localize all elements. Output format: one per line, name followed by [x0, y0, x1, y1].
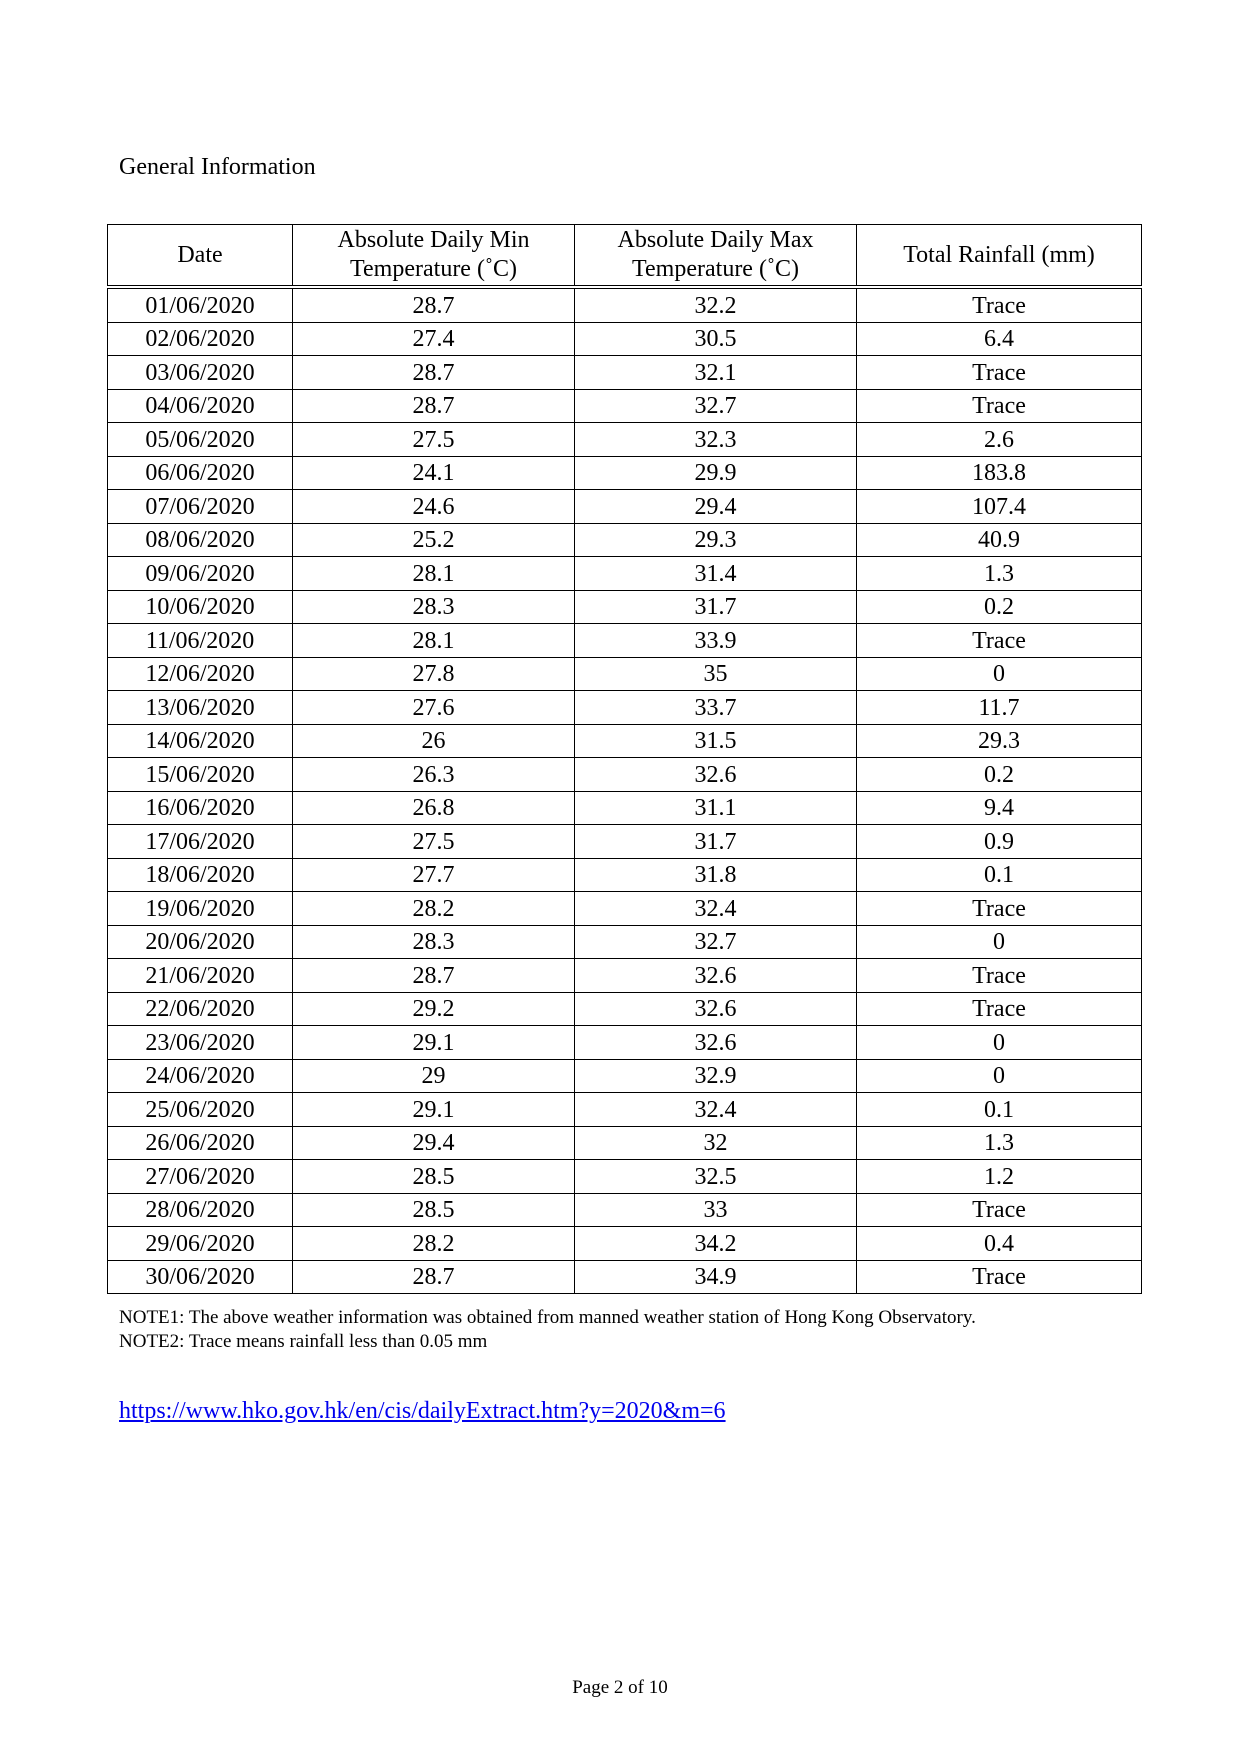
cell-max-temperature: 31.7 [575, 590, 857, 624]
cell-max-temperature: 32.9 [575, 1059, 857, 1093]
table-row [108, 624, 1142, 658]
header-max-temperature: Absolute Daily Max Temperature (˚C) [575, 225, 857, 288]
cell-date: 04/06/2020 [108, 389, 293, 423]
cell-max-temperature: 31.8 [575, 858, 857, 892]
cell-max-temperature: 33.9 [575, 624, 857, 658]
cell-min-temperature: 24.6 [293, 490, 575, 524]
table-row [108, 657, 1142, 691]
cell-date: 15/06/2020 [108, 758, 293, 792]
cell-total-rainfall: 0 [857, 1026, 1142, 1060]
cell-max-temperature: 32.7 [575, 925, 857, 959]
cell-min-temperature: 28.7 [293, 287, 575, 322]
cell-total-rainfall: 0 [857, 925, 1142, 959]
cell-max-temperature: 30.5 [575, 322, 857, 356]
cell-min-temperature: 26 [293, 724, 575, 758]
cell-min-temperature: 27.4 [293, 322, 575, 356]
cell-date: 19/06/2020 [108, 892, 293, 926]
table-row [108, 959, 1142, 993]
header-total-rainfall: Total Rainfall (mm) [857, 225, 1142, 288]
cell-total-rainfall: Trace [857, 1260, 1142, 1294]
table-header-row [108, 225, 1142, 288]
table-row [108, 1093, 1142, 1127]
section-heading: General Information [119, 154, 316, 180]
cell-total-rainfall: 107.4 [857, 490, 1142, 524]
cell-min-temperature: 27.5 [293, 423, 575, 457]
cell-total-rainfall: 0.1 [857, 1093, 1142, 1127]
cell-date: 09/06/2020 [108, 557, 293, 591]
cell-date: 05/06/2020 [108, 423, 293, 457]
cell-date: 10/06/2020 [108, 590, 293, 624]
cell-date: 17/06/2020 [108, 825, 293, 859]
cell-total-rainfall: 0 [857, 657, 1142, 691]
table-body [108, 287, 1142, 1294]
cell-min-temperature: 27.6 [293, 691, 575, 725]
cell-date: 29/06/2020 [108, 1227, 293, 1261]
table-row [108, 287, 1142, 322]
table-row [108, 356, 1142, 390]
cell-total-rainfall: 0.2 [857, 590, 1142, 624]
cell-max-temperature: 32.3 [575, 423, 857, 457]
cell-total-rainfall: 1.3 [857, 557, 1142, 591]
cell-min-temperature: 29.1 [293, 1026, 575, 1060]
cell-date: 20/06/2020 [108, 925, 293, 959]
cell-min-temperature: 28.1 [293, 624, 575, 658]
table-row [108, 925, 1142, 959]
cell-total-rainfall: Trace [857, 389, 1142, 423]
cell-max-temperature: 32.2 [575, 287, 857, 322]
table-row [108, 389, 1142, 423]
header-date: Date [108, 225, 293, 288]
cell-min-temperature: 28.7 [293, 356, 575, 390]
cell-min-temperature: 27.8 [293, 657, 575, 691]
cell-max-temperature: 31.7 [575, 825, 857, 859]
table-row [108, 456, 1142, 490]
table-row [108, 1059, 1142, 1093]
page-number: Page 2 of 10 [572, 1677, 668, 1698]
cell-total-rainfall: 29.3 [857, 724, 1142, 758]
cell-max-temperature: 32.5 [575, 1160, 857, 1194]
cell-max-temperature: 32.7 [575, 389, 857, 423]
cell-date: 21/06/2020 [108, 959, 293, 993]
cell-min-temperature: 28.7 [293, 959, 575, 993]
cell-max-temperature: 35 [575, 657, 857, 691]
table-row [108, 825, 1142, 859]
cell-max-temperature: 34.9 [575, 1260, 857, 1294]
table-row [108, 490, 1142, 524]
cell-date: 06/06/2020 [108, 456, 293, 490]
cell-min-temperature: 28.5 [293, 1160, 575, 1194]
source-link[interactable]: https://www.hko.gov.hk/en/cis/dailyExtract.htm?y=2020&m=6 [119, 1398, 726, 1424]
cell-total-rainfall: 0.1 [857, 858, 1142, 892]
cell-max-temperature: 32.4 [575, 892, 857, 926]
cell-total-rainfall: 183.8 [857, 456, 1142, 490]
cell-total-rainfall: 1.2 [857, 1160, 1142, 1194]
notes [119, 1306, 976, 1354]
cell-date: 03/06/2020 [108, 356, 293, 390]
cell-total-rainfall: Trace [857, 892, 1142, 926]
cell-min-temperature: 28.2 [293, 892, 575, 926]
cell-min-temperature: 28.1 [293, 557, 575, 591]
table-row [108, 1160, 1142, 1194]
header-min-temperature: Absolute Daily Min Temperature (˚C) [293, 225, 575, 288]
cell-total-rainfall: 2.6 [857, 423, 1142, 457]
cell-date: 22/06/2020 [108, 992, 293, 1026]
cell-max-temperature: 32.6 [575, 959, 857, 993]
cell-max-temperature: 31.5 [575, 724, 857, 758]
cell-total-rainfall: 0.4 [857, 1227, 1142, 1261]
table-row [108, 892, 1142, 926]
table-row [108, 758, 1142, 792]
cell-max-temperature: 32.6 [575, 992, 857, 1026]
cell-date: 26/06/2020 [108, 1126, 293, 1160]
note-2: NOTE2: Trace means rainfall less than 0.05 mm [119, 1331, 488, 1352]
table-row [108, 858, 1142, 892]
note-1: NOTE1: The above weather information was obtained from manned weather station of Hong Kong Observatory. [119, 1307, 976, 1328]
cell-min-temperature: 29.2 [293, 992, 575, 1026]
table-row [108, 691, 1142, 725]
cell-max-temperature: 32.6 [575, 758, 857, 792]
cell-total-rainfall: 11.7 [857, 691, 1142, 725]
table-row [108, 724, 1142, 758]
table-row [108, 791, 1142, 825]
cell-total-rainfall: Trace [857, 992, 1142, 1026]
cell-min-temperature: 27.5 [293, 825, 575, 859]
cell-max-temperature: 29.3 [575, 523, 857, 557]
cell-total-rainfall: 40.9 [857, 523, 1142, 557]
cell-min-temperature: 28.5 [293, 1193, 575, 1227]
cell-date: 13/06/2020 [108, 691, 293, 725]
table-row [108, 1193, 1142, 1227]
cell-date: 27/06/2020 [108, 1160, 293, 1194]
cell-max-temperature: 31.4 [575, 557, 857, 591]
table-row [108, 1227, 1142, 1261]
cell-date: 25/06/2020 [108, 1093, 293, 1127]
table-row [108, 523, 1142, 557]
table-row [108, 590, 1142, 624]
cell-date: 16/06/2020 [108, 791, 293, 825]
cell-min-temperature: 24.1 [293, 456, 575, 490]
cell-total-rainfall: Trace [857, 287, 1142, 322]
cell-date: 07/06/2020 [108, 490, 293, 524]
cell-min-temperature: 26.3 [293, 758, 575, 792]
cell-max-temperature: 32 [575, 1126, 857, 1160]
cell-date: 01/06/2020 [108, 287, 293, 322]
cell-total-rainfall: 9.4 [857, 791, 1142, 825]
cell-min-temperature: 27.7 [293, 858, 575, 892]
table-row [108, 322, 1142, 356]
cell-date: 24/06/2020 [108, 1059, 293, 1093]
cell-min-temperature: 26.8 [293, 791, 575, 825]
cell-date: 08/06/2020 [108, 523, 293, 557]
cell-total-rainfall: Trace [857, 1193, 1142, 1227]
cell-max-temperature: 34.2 [575, 1227, 857, 1261]
cell-max-temperature: 31.1 [575, 791, 857, 825]
cell-min-temperature: 29.4 [293, 1126, 575, 1160]
table-row [108, 1126, 1142, 1160]
cell-max-temperature: 32.1 [575, 356, 857, 390]
cell-max-temperature: 33.7 [575, 691, 857, 725]
cell-total-rainfall: 0.9 [857, 825, 1142, 859]
cell-total-rainfall: Trace [857, 356, 1142, 390]
table-row [108, 992, 1142, 1026]
cell-total-rainfall: 0 [857, 1059, 1142, 1093]
cell-max-temperature: 29.9 [575, 456, 857, 490]
cell-min-temperature: 28.3 [293, 590, 575, 624]
cell-total-rainfall: Trace [857, 959, 1142, 993]
cell-min-temperature: 28.7 [293, 389, 575, 423]
cell-max-temperature: 32.6 [575, 1026, 857, 1060]
table-row [108, 557, 1142, 591]
cell-max-temperature: 29.4 [575, 490, 857, 524]
cell-min-temperature: 28.7 [293, 1260, 575, 1294]
cell-total-rainfall: Trace [857, 624, 1142, 658]
cell-date: 12/06/2020 [108, 657, 293, 691]
cell-date: 23/06/2020 [108, 1026, 293, 1060]
cell-total-rainfall: 0.2 [857, 758, 1142, 792]
weather-table [107, 224, 1142, 1294]
cell-date: 11/06/2020 [108, 624, 293, 658]
cell-total-rainfall: 6.4 [857, 322, 1142, 356]
cell-date: 18/06/2020 [108, 858, 293, 892]
cell-max-temperature: 32.4 [575, 1093, 857, 1127]
cell-max-temperature: 33 [575, 1193, 857, 1227]
table-row [108, 1260, 1142, 1294]
cell-min-temperature: 29.1 [293, 1093, 575, 1127]
cell-date: 30/06/2020 [108, 1260, 293, 1294]
table-row [108, 1026, 1142, 1060]
cell-min-temperature: 25.2 [293, 523, 575, 557]
cell-min-temperature: 29 [293, 1059, 575, 1093]
cell-total-rainfall: 1.3 [857, 1126, 1142, 1160]
table-row [108, 423, 1142, 457]
cell-date: 14/06/2020 [108, 724, 293, 758]
cell-min-temperature: 28.2 [293, 1227, 575, 1261]
cell-date: 28/06/2020 [108, 1193, 293, 1227]
cell-date: 02/06/2020 [108, 322, 293, 356]
cell-min-temperature: 28.3 [293, 925, 575, 959]
